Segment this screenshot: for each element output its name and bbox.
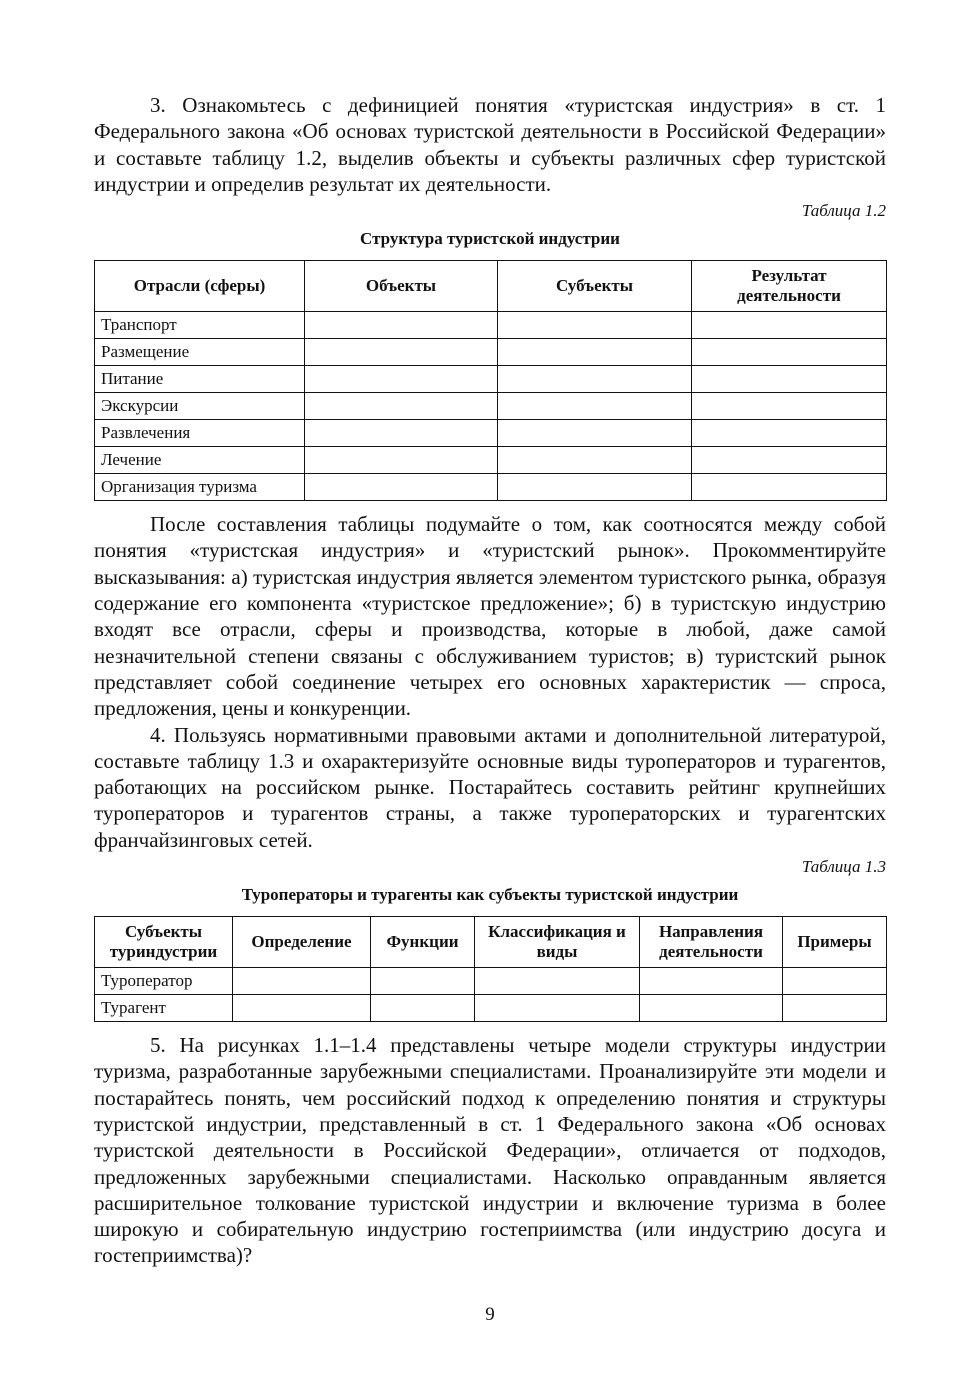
table-1-2 (94, 260, 887, 501)
table-header-row (95, 261, 887, 312)
table-row (95, 312, 887, 339)
table-cell (498, 447, 692, 474)
page-number: 9 (485, 1304, 495, 1325)
task-5-paragraph: 5. На рисунках 1.1–1.4 представлены четыре модели структуры индустрии туризма, разработанные зарубежными специалистами. Проанализируйте эти модели и постарайтесь понять, чем российский подход к определению понятия и структуры туристской индустрии, представленный в ст. 1 Федерального закона «Об основах туристской деятельности в Российской Федерации», отличается от подходов, предложенных зарубежными специалистами. Насколько оправданным является расширительное толкование туристской индустрии и включение туризма в более широкую и собирательную индустрию гостеприимства (или индустрию досуга и гостеприимства)? (94, 1033, 886, 1268)
table-cell (783, 995, 887, 1022)
table-header-cell: Определение (233, 917, 371, 968)
table-cell (475, 968, 640, 995)
table-cell (498, 474, 692, 501)
table-cell (498, 420, 692, 447)
table-1-2-label: Таблица 1.2 (801, 201, 886, 221)
table-cell: Турагент (95, 995, 233, 1022)
table-1-3 (94, 916, 887, 1022)
table-row (95, 393, 887, 420)
table-cell: Туроператор (95, 968, 233, 995)
after-table-paragraph: После составления таблицы подумайте о том, как соотносятся между собой понятия «туристская индустрия» и «туристский рынок». Прокомментируйте высказывания: а) туристская индустрия является элементом туристского рынка, образуя содержание его компонента «туристское предложение»; б) в туристскую индустрию входят все отрасли, сферы и производства, которые в любой, даже самой незначительной степени связаны с обслуживанием туристов; в) туристский рынок представляет собой соединение четырех его основных характеристик — спроса, предложения, цены и конкуренции. (94, 512, 886, 721)
table-header-cell: Объекты (305, 261, 498, 312)
table-cell (371, 995, 475, 1022)
table-cell (305, 474, 498, 501)
task-3-paragraph: 3. Ознакомьтесь с дефиницией понятия «туристская индустрия» в ст. 1 Федерального закона «Об основах туристской деятельности в Российской Федерации» и составьте таблицу 1.2, выделив объекты и субъекты различных сфер туристской индустрии и определив результат их деятельности. (94, 93, 886, 196)
table-cell (371, 968, 475, 995)
table-header-cell: Субъекты (498, 261, 692, 312)
table-cell (305, 447, 498, 474)
table-cell (640, 968, 783, 995)
table-cell (692, 447, 887, 474)
table-cell (305, 393, 498, 420)
table-header-cell: Классификация и виды (475, 917, 640, 968)
table-row (95, 474, 887, 501)
table-cell (305, 312, 498, 339)
table-header-cell: Субъекты туриндустрии (95, 917, 233, 968)
table-header-row (95, 917, 887, 968)
table-cell (692, 393, 887, 420)
table-cell (692, 312, 887, 339)
table-row (95, 366, 887, 393)
table-cell: Экскурсии (95, 393, 305, 420)
table-1-2-title: Структура туристской индустрии (360, 229, 620, 249)
table-cell (475, 995, 640, 1022)
table-cell: Размещение (95, 339, 305, 366)
table-cell (233, 968, 371, 995)
table-cell (498, 366, 692, 393)
table-cell: Организация туризма (95, 474, 305, 501)
task-4-paragraph: 4. Пользуясь нормативными правовыми актами и дополнительной литературой, составьте таблицу 1.3 и охарактеризуйте основные виды туроператоров и турагентов, работающих на российском рынке. Постарайтесь составить рейтинг крупнейших туроператоров и турагентов страны, а также туроператорских и турагентских франчайзинговых сетей. (94, 722, 886, 852)
table-cell (692, 474, 887, 501)
table-cell: Лечение (95, 447, 305, 474)
table-header-cell: Функции (371, 917, 475, 968)
table-cell (692, 420, 887, 447)
table-cell (783, 968, 887, 995)
table-cell: Транспорт (95, 312, 305, 339)
table-cell (305, 366, 498, 393)
table-row (95, 447, 887, 474)
table-cell (498, 312, 692, 339)
table-row (95, 420, 887, 447)
table-cell (498, 339, 692, 366)
table-row (95, 968, 887, 995)
table-cell (692, 339, 887, 366)
page-content (94, 92, 886, 1269)
table-1-3-title: Туроператоры и турагенты как субъекты туристской индустрии (241, 885, 739, 905)
table-cell (498, 393, 692, 420)
table-cell (640, 995, 783, 1022)
table-cell (305, 339, 498, 366)
table-header-cell: Примеры (783, 917, 887, 968)
table-cell (233, 995, 371, 1022)
table-1-3-label: Таблица 1.3 (801, 857, 886, 877)
table-header-cell: Направления деятельности (640, 917, 783, 968)
table-cell: Питание (95, 366, 305, 393)
table-row (95, 995, 887, 1022)
table-row (95, 339, 887, 366)
table-cell (305, 420, 498, 447)
table-header-cell: Отрасли (сферы) (95, 261, 305, 312)
table-cell: Развлечения (95, 420, 305, 447)
table-header-cell: Результат деятельности (692, 261, 887, 312)
table-cell (692, 366, 887, 393)
